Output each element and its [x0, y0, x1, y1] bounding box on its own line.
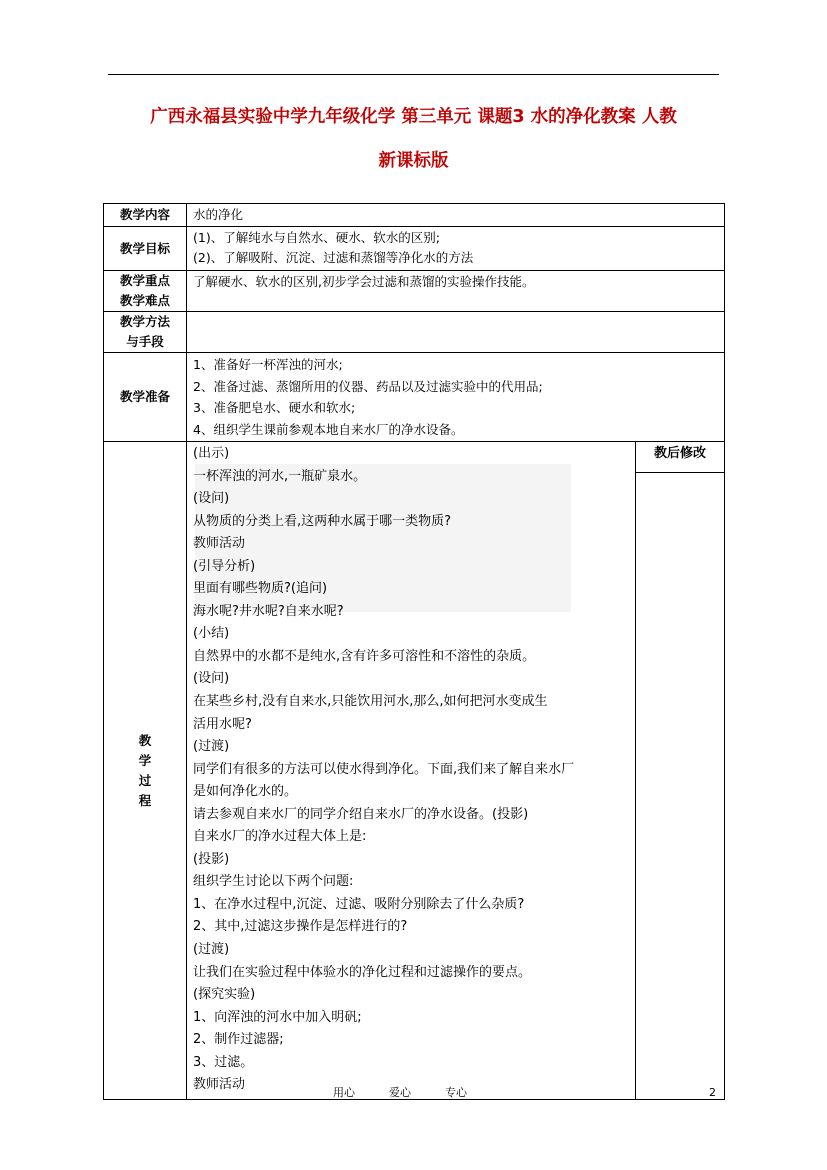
process-line: 活用水呢?	[193, 716, 252, 732]
process-lines	[193, 443, 629, 1097]
difficulty-label-line: 教学难点	[119, 293, 170, 308]
process-label	[104, 442, 187, 1100]
method-value	[187, 312, 725, 353]
process-line: (设问)	[193, 491, 230, 507]
key-label-line: 教学重点	[119, 273, 170, 288]
row-content	[104, 204, 725, 227]
key-value: 了解硬水、软水的区别,初步学会过滤和蒸馏的实验操作技能。	[187, 271, 725, 312]
lesson-plan-table	[103, 203, 725, 1100]
process-line: 教师活动	[193, 536, 246, 552]
goals-label: 教学目标	[104, 227, 187, 271]
prep-item: 4、组织学生课前参观本地自来水厂的净水设备。	[193, 421, 464, 437]
row-method	[104, 312, 725, 353]
prep-value	[187, 353, 725, 442]
process-line: 2、制作过滤器;	[193, 1032, 284, 1048]
process-line: 自来水厂的净水过程大体上是:	[193, 829, 367, 845]
process-line: (投影)	[193, 851, 230, 867]
process-line: 教师活动	[193, 1077, 246, 1093]
row-goals	[104, 227, 725, 271]
revision-column	[636, 442, 725, 1100]
document-title-line-1: 广西永福县实验中学九年级化学 第三单元 课题3 水的净化教案 人教	[150, 107, 677, 127]
content-label: 教学内容	[104, 204, 187, 227]
prep-item: 3、准备肥皂水、硬水和软水;	[193, 400, 356, 415]
process-line: 里面有哪些物质?(追问)	[193, 581, 328, 597]
process-line: 自然界中的水都不是纯水,含有许多可溶性和不溶性的杂质。	[193, 648, 536, 664]
process-line: 2、其中,过滤这步操作是怎样进行的?	[193, 919, 408, 935]
row-process	[104, 442, 725, 1100]
process-label-char: 教	[138, 732, 152, 748]
process-line: 组织学生讨论以下两个问题:	[193, 874, 354, 890]
process-line: (引导分析)	[193, 558, 256, 574]
goals-value	[187, 227, 725, 271]
process-line: 海水呢?井水呢?自来水呢?	[193, 603, 344, 619]
process-line: 1、向浑浊的河水中加入明矾;	[193, 1009, 362, 1025]
process-label-char: 程	[138, 792, 152, 808]
content-value: 水的净化	[187, 204, 725, 227]
prep-item: 2、准备过滤、蒸馏所用的仪器、药品以及过滤实验中的代用品;	[193, 378, 543, 394]
row-key-points	[104, 271, 725, 312]
process-line: 让我们在实验过程中体验水的净化过程和过滤操作的要点。	[193, 964, 532, 980]
method-label	[104, 312, 187, 353]
prep-item: 1、准备好一杯浑浊的河水;	[193, 357, 343, 372]
process-line: (出示)	[193, 446, 230, 461]
process-line: (过渡)	[193, 942, 230, 958]
process-line: 从物质的分类上看,这两种水属于哪一类物质?	[193, 513, 452, 529]
process-line: (探究实验)	[193, 987, 256, 1003]
header-rule	[108, 74, 719, 75]
method-label-line: 与手段	[126, 334, 164, 349]
footer-word: 用心	[333, 1086, 355, 1099]
process-content	[187, 442, 636, 1100]
footer-word: 爱心	[389, 1086, 411, 1099]
process-line: (设问)	[193, 671, 230, 687]
process-line: (小结)	[193, 626, 230, 642]
key-label	[104, 271, 187, 312]
process-line: 在某些乡村,没有自来水,只能饮用河水,那么,如何把河水变成生	[193, 694, 548, 710]
process-label-char: 过	[138, 772, 152, 788]
process-line: (过渡)	[193, 739, 230, 755]
method-label-line: 教学方法	[119, 314, 170, 329]
process-line: 请去参观自来水厂的同学介绍自来水厂的净水设备。(投影)	[193, 806, 529, 822]
process-line: 3、过滤。	[193, 1054, 254, 1070]
revision-label: 教后修改	[636, 442, 724, 473]
prep-label: 教学准备	[104, 353, 187, 442]
row-preparation	[104, 353, 725, 442]
document-title-line-2: 新课标版	[378, 151, 449, 171]
process-line: 一杯浑浊的河水,一瓶矿泉水。	[193, 468, 367, 484]
process-line: 1、在净水过程中,沉淀、过滤、吸附分别除去了什么杂质?	[193, 896, 525, 912]
goal-item: (1)、了解纯水与自然水、硬水、软水的区别;	[193, 230, 440, 245]
process-line: 同学们有很多的方法可以使水得到净化。下面,我们来了解自来水厂	[193, 761, 575, 777]
goal-item: (2)、了解吸附、沉淀、过滤和蒸馏等净化水的方法	[193, 250, 474, 265]
process-label-char: 学	[138, 752, 152, 768]
page-number: 2	[709, 1086, 716, 1099]
process-line: 是如何净化水的。	[193, 784, 298, 800]
footer-word: 专心	[445, 1086, 467, 1099]
